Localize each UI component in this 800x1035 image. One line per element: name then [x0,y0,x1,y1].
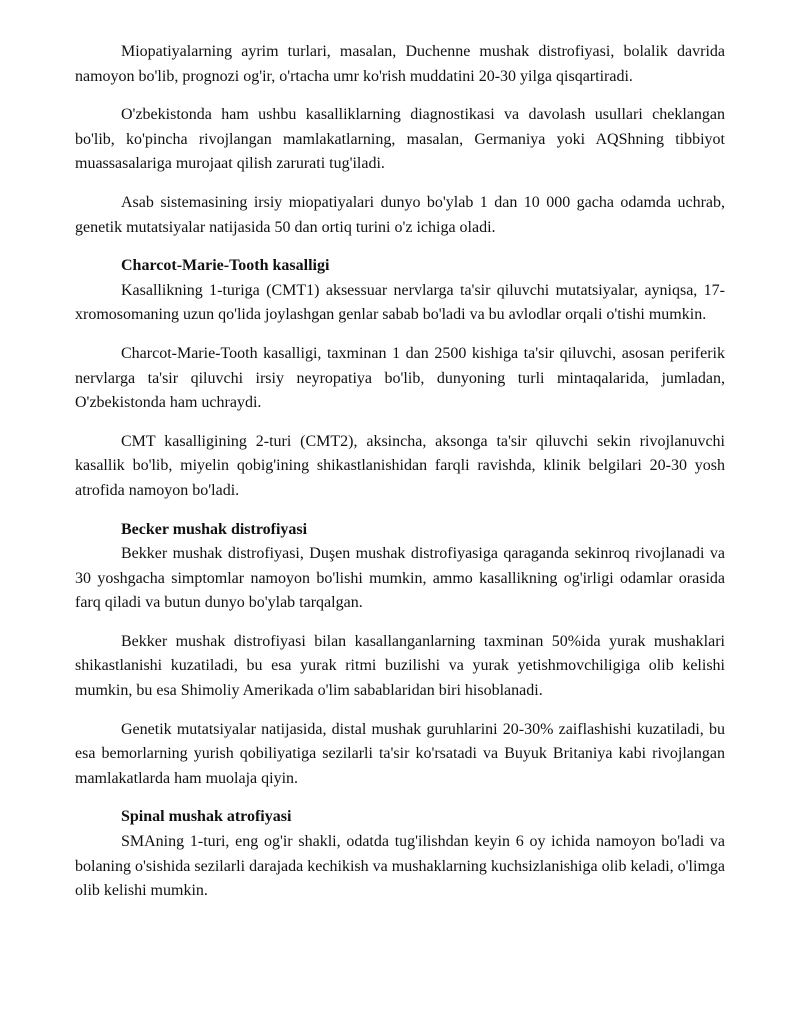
section-heading: Spinal mushak atrofiyasi [121,808,292,826]
section-paragraph: CMT kasalligining 2-turi (CMT2), aksincha, aksonga ta'sir qiluvchi sekin rivojlanuvchi kasallik bo'lib, miyelin qobig'ining shikastlanishidan farqli ravishda, klinik belgilari 20-30 yosh atrofida namoyon bo'ladi. [75,432,725,499]
section-paragraph: Kasallikning 1-turiga (CMT1) aksessuar nervlarga ta'sir qiluvchi mutatsiyalar, ayniqsa, 17-xromosomaning uzun qo'lida joylashgan genlar sabab bo'ladi va bu avlodlar orqali o'tishi mumkin. [75,281,725,324]
section-paragraph: Genetik mutatsiyalar natijasida, distal mushak guruhlarini 20-30% zaiflashishi kuzatiladi, bu esa bemorlarning yurish qobiliyatiga sezilarli ta'sir ko'rsatadi va Buyuk Britaniya kabi rivojlangan mamlakatlarda ham muolaja qiyin. [75,720,725,787]
section-paragraph: SMAning 1-turi, eng og'ir shakli, odatda tug'ilishdan keyin 6 oy ichida namoyon bo'ladi va bolaning o'sishida sezilarli darajada kechikish va mushaklarning kuchsizlanishiga olib keladi, o'limga olib kelishi mumkin. [75,833,725,900]
section-charcot-marie-tooth [75,254,725,503]
paragraph-hereditary-myopathies: Asab sistemasining irsiy miopatiyalari dunyo bo'ylab 1 dan 10 000 gacha odamda uchrab, genetik mutatsiyalar natijasida 50 dan ortiq turini o'z ichiga oladi. [75,193,725,236]
section-paragraph: Bekker mushak distrofiyasi, Duşen mushak distrofiyasiga qaraganda sekinroq rivojlanadi va 30 yoshgacha simptomlar namoyon bo'lishi mumkin, ammo kasallikning og'irligi odamlar orasida farq qiladi va butun dunyo bo'ylab tarqalgan. [75,545,725,612]
section-heading: Becker mushak distrofiyasi [121,520,308,538]
paragraph-uzbekistan-diagnostics: O'zbekistonda ham ushbu kasalliklarning diagnostikasi va davolash usullari cheklangan bo'lib, ko'pincha rivojlangan mamlakatlarning, masalan, Germaniya yoki AQShning tibbiyot muassasalariga murojaat qilish zarurati tug'iladi. [75,106,725,173]
section-heading: Charcot-Marie-Tooth kasalligi [121,257,330,275]
section-spinal-muscular-atrophy [75,805,725,903]
section-becker-dystrophy [75,518,725,792]
paragraph-duchenne: Miopatiyalarning ayrim turlari, masalan, Duchenne mushak distrofiyasi, bolalik davrida namoyon bo'lib, prognozi og'ir, o'rtacha umr ko'rish muddatini 20-30 yilga qisqartiradi. [75,43,725,85]
section-paragraph: Charcot-Marie-Tooth kasalligi, taxminan 1 dan 2500 kishiga ta'sir qiluvchi, asosan periferik nervlarga ta'sir qiluvchi irsiy neyropatiya bo'lib, dunyoning turli mintaqalarida, jumladan, O'zbekistonda ham uchraydi. [75,344,725,412]
section-paragraph: Bekker mushak distrofiyasi bilan kasallanganlarning taxminan 50%ida yurak mushaklari shikastlanishi kuzatiladi, bu esa yurak ritmi buzilishi va yurak yetishmovchiligiga olib kelishi mumkin, bu esa Shimoliy Amerikada o'lim sabablaridan biri hisoblanadi. [75,632,725,700]
document-page [75,40,725,904]
